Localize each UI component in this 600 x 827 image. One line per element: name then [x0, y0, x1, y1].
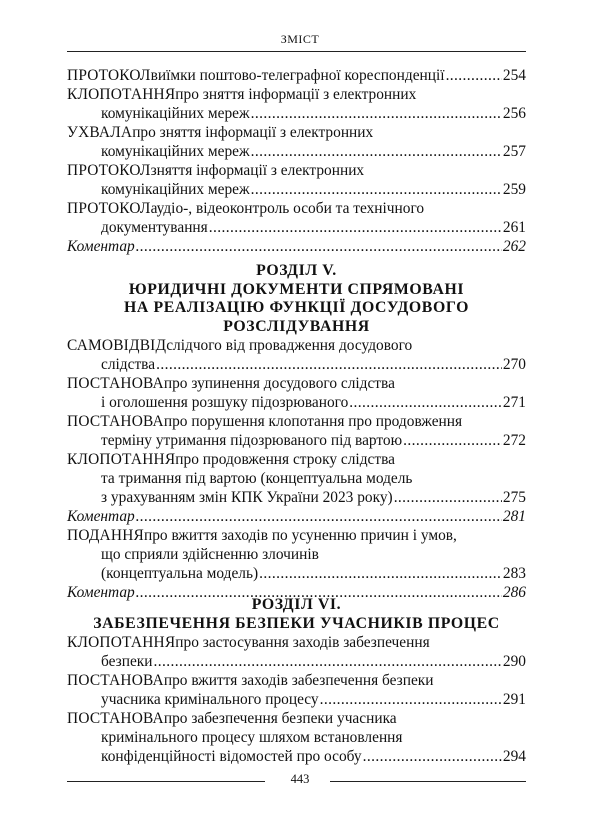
toc-text: про забезпечення безпеки учасника [163, 710, 397, 727]
toc-doc-type: ПОСТАНОВА [67, 710, 164, 727]
leader-dots [349, 393, 502, 412]
toc-page-number: 275 [502, 489, 526, 506]
section-6 [67, 596, 526, 766]
section-5-entries [67, 336, 526, 602]
section-title-line: НА РЕАЛІЗАЦІЮ ФУНКЦІЇ ДОСУДОВОГО [124, 299, 469, 316]
section-title-line: РОЗДІЛ V. [256, 262, 337, 279]
toc-line [67, 690, 526, 709]
toc-doc-type: ПОСТАНОВА [67, 413, 164, 430]
section-5 [67, 262, 526, 602]
toc-line [67, 633, 526, 652]
toc-text: слідства [101, 356, 156, 373]
toc-text: (концептуальна модель) [101, 565, 259, 582]
toc-page-number: 262 [502, 238, 526, 255]
toc-line [67, 104, 526, 123]
toc-line [67, 671, 526, 690]
toc-line [67, 393, 526, 412]
running-head: ЗМІСТ [280, 32, 320, 46]
leader-dots [446, 66, 502, 85]
toc-doc-type: УХВАЛА [67, 124, 133, 141]
leader-dots [251, 104, 502, 123]
toc-page-number: 272 [502, 432, 526, 449]
toc-page-number: 294 [502, 748, 526, 765]
section-6-entries [67, 633, 526, 766]
toc-text: аудіо-, відеоконтроль особи та технічного [150, 200, 425, 217]
toc-text: про зняття інформації з електронних [132, 124, 374, 141]
toc-text: про продовження строку слідства [175, 451, 395, 468]
toc-line [67, 507, 526, 526]
section-title-line: ЗАБЕЗПЕЧЕННЯ БЕЗПЕКИ УЧАСНИКІВ ПРОЦЕС [93, 614, 500, 632]
toc-line [67, 709, 526, 728]
toc-entry[interactable] [67, 199, 526, 237]
toc-entry[interactable] [67, 336, 526, 374]
toc-line [67, 237, 526, 256]
toc-page-number: 290 [502, 653, 526, 670]
leader-dots [156, 355, 502, 374]
leader-dots [320, 690, 502, 709]
toc-line [67, 469, 526, 488]
toc-page-number: 259 [502, 181, 526, 198]
toc-group-1 [67, 66, 526, 256]
leader-dots [154, 652, 502, 671]
toc-text: виїмки поштово-телеграфної кореспонденції [150, 67, 445, 84]
toc-text: і оголошення розшуку підозрюваного [101, 394, 349, 411]
toc-text: про вжиття заходів забезпечення безпеки [163, 672, 434, 689]
toc-page-number: 257 [502, 143, 526, 160]
toc-entry[interactable] [67, 374, 526, 412]
section-title-line: РОЗДІЛ VI. [251, 596, 342, 613]
section-title-line: РОЗСЛІДУВАННЯ [223, 317, 370, 335]
leader-dots [403, 431, 502, 450]
leader-dots [136, 237, 502, 256]
toc-line [67, 66, 526, 85]
toc-doc-type: ПОСТАНОВА [67, 375, 164, 392]
toc-line [67, 450, 526, 469]
section-5-title [67, 262, 526, 336]
toc-doc-type: КЛОПОТАННЯ [67, 86, 176, 103]
toc-text: Коментар [67, 584, 135, 601]
leader-dots [209, 218, 502, 237]
toc-entry[interactable] [67, 161, 526, 199]
toc-entry[interactable] [67, 123, 526, 161]
page-number: 443 [290, 772, 310, 786]
toc-entry[interactable] [67, 671, 526, 709]
toc-line [67, 412, 526, 431]
toc-text: документування [101, 219, 208, 236]
section-6-title [67, 596, 526, 633]
section-title-line: ЮРИДИЧНІ ДОКУМЕНТИ СПРЯМОВАНІ [128, 280, 465, 298]
toc-line [67, 85, 526, 104]
toc-line [67, 218, 526, 237]
toc-text: з урахуванням змін КПК України 2023 року) [101, 489, 393, 506]
toc-page-number: 291 [502, 691, 526, 708]
toc-text: про застосування заходів забезпечення [175, 634, 430, 651]
toc-line [67, 431, 526, 450]
toc-page-number: 270 [502, 356, 526, 373]
toc-text: Коментар [67, 508, 135, 525]
toc-entry[interactable] [67, 633, 526, 671]
toc-page-number: 254 [502, 67, 526, 84]
toc-entry[interactable] [67, 412, 526, 450]
toc-page-number: 286 [502, 584, 526, 601]
toc-line [67, 526, 526, 545]
toc-page-number: 283 [502, 565, 526, 582]
toc-line [67, 747, 526, 766]
toc-entry[interactable] [67, 85, 526, 123]
toc-line [67, 161, 526, 180]
toc-text: про зняття інформації з електронних [175, 86, 417, 103]
toc-comment-entry[interactable] [67, 507, 526, 526]
toc-text: комунікаційних мереж [101, 143, 250, 160]
toc-page-number: 256 [502, 105, 526, 122]
toc-text: про порушення клопотання про продовження [163, 413, 463, 430]
toc-line [67, 355, 526, 374]
toc-text: Коментар [67, 238, 135, 255]
toc-text: кримінального процесу шляхом встановлення [101, 729, 403, 746]
toc-doc-type: ПРОТОКОЛ [67, 200, 151, 217]
leader-dots [136, 507, 502, 526]
toc-entry[interactable] [67, 709, 526, 766]
toc-doc-type: ПРОТОКОЛ [67, 67, 151, 84]
toc-text: терміну утримання підозрюваного під вартою [101, 432, 403, 449]
leader-dots [259, 564, 502, 583]
toc-doc-type: ПОДАННЯ [67, 527, 144, 544]
toc-doc-type: САМОВІДВІД [67, 337, 167, 354]
leader-dots [251, 142, 502, 161]
toc-line [67, 728, 526, 747]
toc-page-number: 271 [502, 394, 526, 411]
toc-line [67, 199, 526, 218]
toc-text: слідчого від провадження досудового [166, 337, 413, 354]
leader-dots [251, 180, 502, 199]
toc-text: зняття інформації з електронних [150, 162, 365, 179]
toc-line [67, 652, 526, 671]
toc-doc-type: ПРОТОКОЛ [67, 162, 151, 179]
toc-text: про вжиття заходів по усуненню причин і умов, [143, 527, 457, 544]
toc-text: що сприяли здійсненню злочинів [101, 546, 319, 563]
toc-entry[interactable] [67, 450, 526, 507]
toc-text: та тримання під вартою (концептуальна модель [101, 470, 413, 487]
toc-line [67, 180, 526, 199]
toc-page-number: 281 [502, 508, 526, 525]
toc-text: комунікаційних мереж [101, 181, 250, 198]
toc-page-number: 261 [502, 219, 526, 236]
toc-comment-entry[interactable] [67, 237, 526, 256]
toc-line [67, 336, 526, 355]
toc-line [67, 545, 526, 564]
toc-text: комунікаційних мереж [101, 105, 250, 122]
toc-line [67, 374, 526, 393]
toc-line [67, 142, 526, 161]
toc-line [67, 123, 526, 142]
toc-doc-type: КЛОПОТАННЯ [67, 451, 176, 468]
leader-dots [394, 488, 502, 507]
toc-line [67, 488, 526, 507]
leader-dots [363, 747, 502, 766]
toc-entry[interactable] [67, 66, 526, 85]
toc-text: про зупинення досудового слідства [163, 375, 395, 392]
toc-doc-type: ПОСТАНОВА [67, 672, 164, 689]
toc-text: конфіденційності відомостей про особу [101, 748, 362, 765]
toc-text: учасника кримінального процесу [101, 691, 319, 708]
footer-rule-right [330, 781, 526, 782]
header-rule [67, 51, 526, 52]
toc-line [67, 564, 526, 583]
toc-entry[interactable] [67, 526, 526, 583]
toc-text: безпеки [101, 653, 153, 670]
toc-doc-type: КЛОПОТАННЯ [67, 634, 176, 651]
